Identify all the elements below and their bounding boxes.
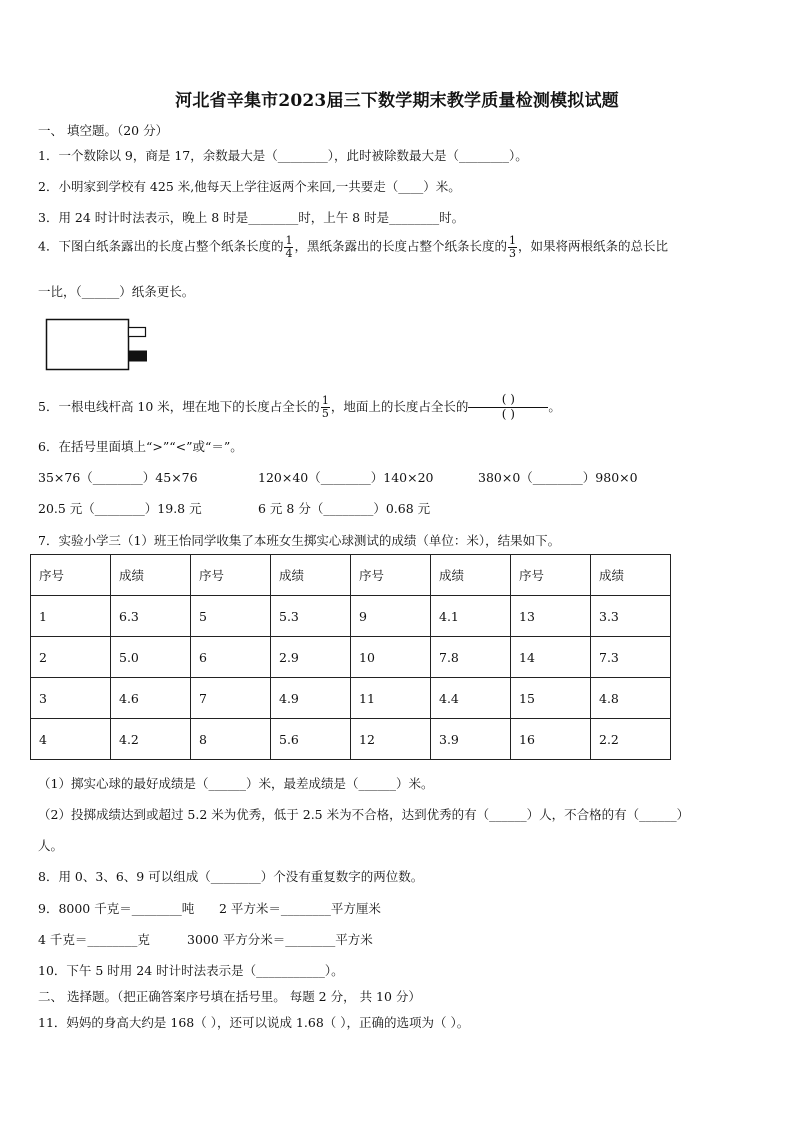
question-5-text-b: ，地面上的长度占全长的	[330, 398, 469, 414]
question-7-sub-2: （2）投掷成绩达到或超过 5.2 米为优秀，低于 2.5 米为不合格，达到优秀的有（______）人，不合格的有（______）	[38, 807, 690, 822]
comparison-item: 380×0（________）980×0	[478, 470, 638, 485]
table-cell: 2	[31, 637, 111, 678]
table-row	[31, 596, 671, 637]
question-10: 10．下午 5 时用 24 时计时法表示是（___________）。	[38, 963, 344, 978]
fraction-numerator: 1	[321, 394, 329, 408]
black-strip-exposed	[129, 351, 147, 361]
question-4-text-a: 4．下图白纸条露出的长度占整个纸条长度的	[38, 238, 284, 254]
table-cell: 4.6	[111, 678, 191, 719]
question-4-line-2: 一比，（______）纸条更长。	[38, 284, 195, 299]
fraction-denominator: 4	[285, 246, 293, 260]
table-cell: 6	[191, 637, 271, 678]
table-header-cell: 成绩	[591, 555, 671, 596]
table-cell: 10	[351, 637, 431, 678]
table-row	[31, 678, 671, 719]
table-cell: 11	[351, 678, 431, 719]
table-cell: 3	[31, 678, 111, 719]
table-cell: 4.9	[271, 678, 351, 719]
table-header-cell: 序号	[191, 555, 271, 596]
unit-conversion-item: 3000 平方分米＝________平方米	[187, 932, 373, 947]
fraction-one-quarter	[284, 235, 293, 259]
table-cell: 5.0	[111, 637, 191, 678]
question-5	[38, 393, 561, 422]
table-cell: 2.9	[271, 637, 351, 678]
table-cell: 4.8	[591, 678, 671, 719]
table-cell: 1	[31, 596, 111, 637]
comparison-item: 6 元 8 分（________）0.68 元	[258, 501, 431, 516]
unit-conversion-item: 9．8000 千克＝________吨	[38, 901, 195, 916]
table-header-cell: 序号	[31, 555, 111, 596]
question-7-sub-2-line-2: 人。	[38, 838, 64, 853]
table-cell: 12	[351, 719, 431, 760]
question-7-sub-1: （1）掷实心球的最好成绩是（______）米，最差成绩是（______）米。	[38, 776, 434, 791]
large-paper-strip	[47, 320, 129, 370]
table-cell: 14	[511, 637, 591, 678]
paper-strips-diagram	[44, 317, 150, 373]
question-5-text-a: 5．一根电线杆高 10 米，埋在地下的长度占全长的	[38, 398, 320, 414]
table-cell: 15	[511, 678, 591, 719]
table-row	[31, 719, 671, 760]
question-1: 1．一个数除以 9，商是 17，余数最大是（________），此时被除数最大是（________）。	[38, 148, 528, 163]
comparison-item: 120×40（________）140×20	[258, 470, 434, 485]
table-header-row	[31, 555, 671, 596]
white-strip-exposed	[129, 328, 146, 337]
table-cell: 5.3	[271, 596, 351, 637]
table-header-cell: 序号	[511, 555, 591, 596]
question-5-text-c: 。	[548, 398, 561, 414]
question-6-row-1	[38, 468, 638, 486]
question-7: 7．实验小学三（1）班王怡同学收集了本班女生掷实心球测试的成绩（单位：米），结果如下。	[38, 533, 561, 548]
table-cell: 4.4	[431, 678, 511, 719]
table-cell: 5	[191, 596, 271, 637]
table-header-cell: 成绩	[431, 555, 511, 596]
table-cell: 6.3	[111, 596, 191, 637]
unit-conversion-item: 2 平方米＝________平方厘米	[219, 901, 381, 916]
table-header-cell: 成绩	[111, 555, 191, 596]
question-8: 8．用 0、3、6、9 可以组成（________）个没有重复数字的两位数。	[38, 869, 424, 884]
answer-denominator-blank[interactable]: ( )	[501, 406, 515, 421]
table-cell: 4.2	[111, 719, 191, 760]
fraction-denominator: 5	[321, 406, 329, 420]
fraction-numerator: 1	[285, 234, 293, 247]
table-cell: 7	[191, 678, 271, 719]
table-cell: 7.3	[591, 637, 671, 678]
fraction-one-fifth	[321, 395, 330, 419]
question-11: 11．妈妈的身高大约是 168（ ），还可以说成 1.68（ ），正确的选项为（ ）。	[38, 1015, 470, 1030]
answer-fraction-blank[interactable]	[468, 393, 548, 422]
question-4-text-b: ，黑纸条露出的长度占整个纸条长度的	[294, 238, 507, 254]
question-3: 3．用 24 时计时法表示，晚上 8 时是________时，上午 8 时是________时。	[38, 210, 465, 225]
table-cell: 7.8	[431, 637, 511, 678]
table-cell: 16	[511, 719, 591, 760]
question-4-text-c: ，如果将两根纸条的总长比	[517, 238, 668, 254]
table-cell: 9	[351, 596, 431, 637]
table-cell: 2.2	[591, 719, 671, 760]
question-6-row-2	[38, 499, 430, 517]
table-cell: 13	[511, 596, 591, 637]
question-2: 2．小明家到学校有 425 米,他每天上学往返两个来回,一共要走（____）米。	[38, 179, 461, 194]
question-4	[38, 235, 668, 259]
answer-numerator-blank[interactable]: ( )	[468, 393, 548, 408]
table-cell: 4	[31, 719, 111, 760]
table-cell: 3.3	[591, 596, 671, 637]
question-9-line-1	[38, 899, 381, 917]
table-header-cell: 序号	[351, 555, 431, 596]
comparison-item: 20.5 元（________）19.8 元	[38, 501, 202, 516]
fraction-numerator: 1	[508, 234, 516, 247]
table-cell: 3.9	[431, 719, 511, 760]
table-cell: 8	[191, 719, 271, 760]
table-header-cell: 成绩	[271, 555, 351, 596]
comparison-item: 35×76（________）45×76	[38, 470, 198, 485]
page-title: 河北省辛集市2023届三下数学期末教学质量检测模拟试题	[175, 91, 619, 111]
question-9-line-2	[38, 930, 373, 948]
table-cell: 4.1	[431, 596, 511, 637]
section-heading-multiple-choice: 二、 选择题。（把正确答案序号填在括号里。 每题 2 分， 共 10 分）	[38, 989, 421, 1004]
table-row	[31, 637, 671, 678]
question-6: 6．在括号里面填上“>”“<”或“＝”。	[38, 439, 243, 454]
fraction-denominator: 3	[508, 246, 516, 260]
table-cell: 5.6	[271, 719, 351, 760]
fraction-one-third	[508, 235, 517, 259]
unit-conversion-item: 4 千克＝________克	[38, 932, 150, 947]
section-heading-fill-in: 一、 填空题。（20 分）	[38, 123, 169, 138]
scores-table	[30, 554, 671, 760]
